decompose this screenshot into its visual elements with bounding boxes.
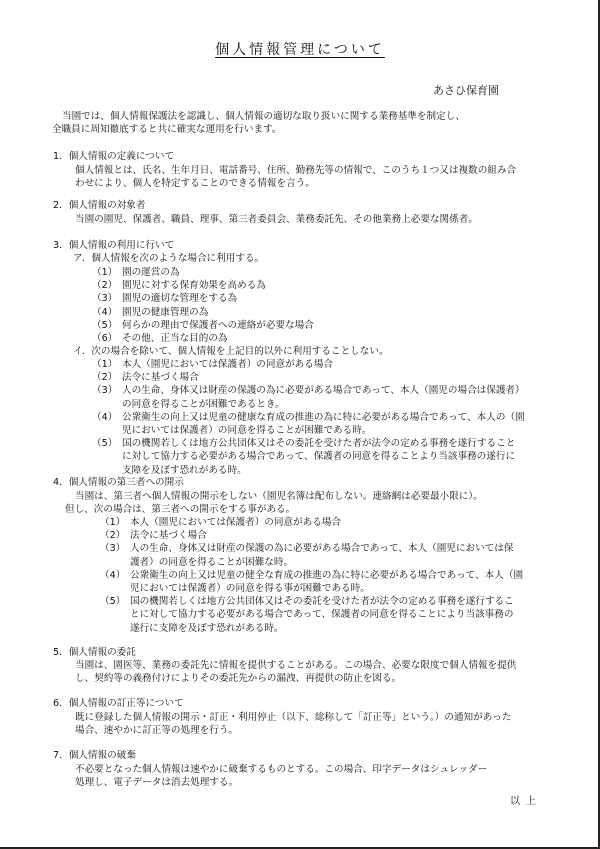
body-line: 既に登録した個人情報の開示・訂正・利用停止（以下、総称して「訂正等」という。）の通知があった [75, 712, 512, 723]
list-item: （4） 公衆衛生の向上又は児童の健康な育成の推進の為に特に必要がある場合であって、本人の（園 [92, 411, 525, 423]
organization-name: あさひ保育園 [433, 84, 499, 97]
section-heading: 3．個人情報の利用に行いて [53, 240, 175, 251]
subsection-a-title: ア．個人情報を次のような場合に利用する。 [73, 253, 265, 264]
list-item-continuation: 児においては保護者）の同意を得る事が困難である時。 [130, 583, 370, 595]
exception-list [92, 358, 525, 477]
body-line: 個人情報とは、氏名、生年月日、電話番号、住所、勤務先等の情報で、このうち１つ又は複数の組み合 [75, 165, 517, 176]
section-heading: 1．個人情報の定義について [53, 151, 175, 162]
list-item-continuation: の同意を得ることが困難であるとき。 [122, 398, 285, 410]
list-item: （5） 何らかの理由で保護者への連絡が必要な場合 [92, 319, 314, 331]
list-item-continuation: 児においては保護者）の同意を得ることが困難である時。 [122, 425, 372, 437]
list-item: （4） 園児の健康管理の為 [92, 306, 209, 318]
body-line: し、契約等の義務付けによりその委託先からの漏洩、再提供の防止を図る。 [75, 673, 402, 685]
body-line: 当園は、園医等、業務の委託先に情報を提供することがある。この場合、必要な限度で個人情報を提供 [75, 660, 517, 671]
closing-mark: 以上 [510, 796, 542, 807]
body-line: 場合、速やかに訂正等の処理を行う。 [75, 725, 239, 737]
section-heading: 2．個人情報の対象者 [53, 200, 146, 211]
section-body [75, 213, 478, 226]
intro-line: 当園では、個人情報保護法を認識し、個人情報の適切な取り扱いに関する業務基準を制定し、 [62, 111, 465, 122]
usage-list [92, 266, 314, 345]
list-item-continuation: に対して協力する必要がある場合であって、保護者の同意を得ることより当該事務の遂行に [122, 451, 516, 463]
subsection-i-title: イ．次の場合を除いて、個人情報を上記目的以外に利用することしない。 [73, 346, 389, 357]
section-body [75, 659, 516, 685]
list-item: （6） その他、正当な目的の為 [92, 333, 228, 345]
body-line: 但し、次の場合は、第三者への開示をする事がある。 [65, 504, 296, 516]
list-item: （2） 法令に基づく場合 [100, 530, 207, 542]
list-item-continuation: 護者）の同意を得ることが困難な時。 [130, 556, 294, 568]
section-heading: 7．個人情報の破棄 [53, 750, 136, 761]
section-body [65, 490, 483, 516]
list-item-continuation: 遂行に支障を及ぼす恐れがある時。 [130, 622, 284, 634]
list-item: （1） 本人（園児においては保護者）の同意がある場合 [92, 359, 334, 370]
list-item: （3） 人の生命、身体又は財産の保護の為に必要がある場合であって、本人（園児においては保 [100, 543, 514, 555]
list-item: （3） 人の生命、身体又は財産の保護の為に必要がある場合であって、本人（園児の場合は保護者） [92, 385, 525, 397]
section-body [75, 711, 511, 737]
section-body [75, 763, 487, 789]
list-item: （5） 国の機関若しくは地方公共団体又はその委託を受けた者が法令の定める事務を遂行すること [92, 438, 516, 450]
list-item-continuation: とに対して協力する必要がある場合であって、保護者の同意を得ることにより当該事務の [130, 609, 514, 621]
list-item: （2） 法令に基づく場合 [92, 372, 199, 384]
list-item: （1） 本人（園児においては保護者）の同意がある場合 [100, 517, 342, 528]
intro-line: 全職員に周知徹底すると共に確実な運用を行います。 [52, 124, 282, 136]
section-heading: 5．個人情報の委託 [53, 647, 136, 658]
section-heading: 6．個人情報の訂正等について [53, 698, 184, 709]
list-item: （5） 国の機関若しくは地方公共団体又はその委託を受けた者が法令の定める事務を遂行するこ [100, 596, 514, 608]
section-heading: 4．個人情報の第三者への開示 [53, 477, 184, 488]
list-item: （1） 園の運営の為 [92, 267, 180, 278]
list-item: （3） 園児の適切な管理をする為 [92, 293, 238, 305]
list-item: （2） 園児に対する保育効果を高める為 [92, 280, 266, 292]
body-line: 不必要となった個人情報は速やかに破棄するものとする。この場合、印字データはシュレッダー [75, 764, 488, 775]
list-item-continuation: 支障を及ぼす恐れがある時。 [122, 464, 247, 476]
section-body [75, 164, 516, 190]
body-line: 処理し、電子データは消去処理する。 [75, 777, 239, 789]
document-title: 個人情報管理について [215, 42, 385, 58]
body-line: 当園の園児、保護者、職員、理事、第三者委員会、業務委託先、その他業務上必要な関係者。 [75, 214, 478, 225]
intro-paragraph [52, 110, 465, 136]
disclosure-list [100, 516, 523, 635]
list-item: （4） 公衆衛生の向上又は児童の健全な育成の推進の為に特に必要がある場合であって、本人（園 [100, 569, 524, 581]
body-line: わせにより、個人を特定することのできる情報を言う。 [75, 178, 315, 190]
body-line: 当園は、第三者へ個人情報の開示をしない（園児名簿は配布しない。連絡網は必要最小限に）。 [75, 491, 483, 502]
